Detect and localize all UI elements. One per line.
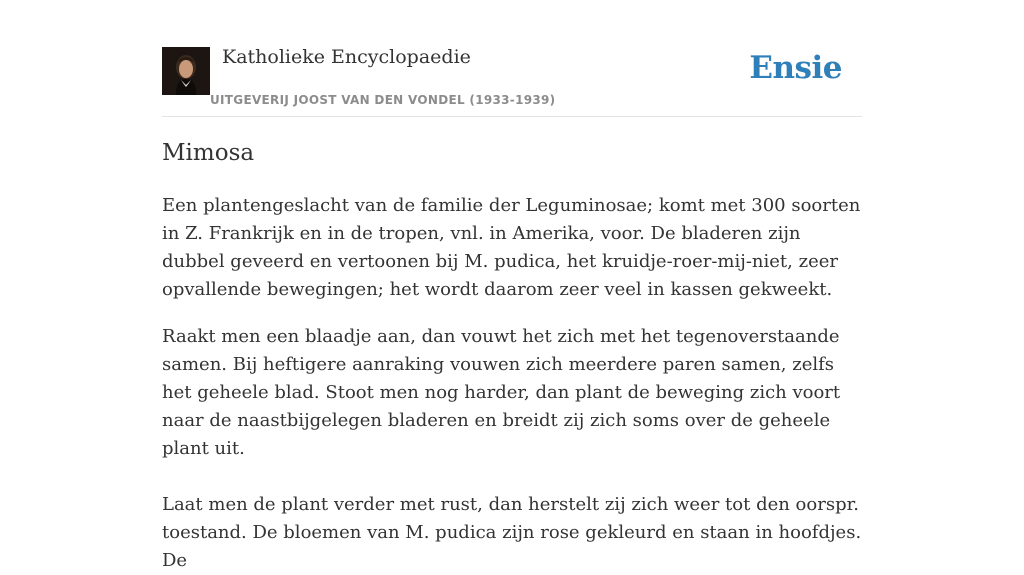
source-header (162, 0, 862, 117)
ensie-logo-link[interactable]: Ensie (749, 50, 842, 86)
article-paragraph: Raakt men een blaadje aan, dan vouwt het zich met het tegenoverstaande samen. Bij heftigere aanraking vouwen zich meerdere paren samen, zelfs het geheele blad. Stoot men nog harder, dan plant de beweging zich voort naar de naastbijgelegen bladeren en breidt zij zich soms over de geheele plant uit. (162, 326, 841, 459)
page-container (162, 0, 862, 571)
entry-title: Mimosa (162, 140, 255, 166)
article-paragraph: Een plantengeslacht van de familie der Leguminosae; komt met 300 soorten in Z. Frankrijk en in de tropen, vnl. in Amerika, voor. De bladeren zijn dubbel geveerd en vertoonen bij M. pudica, het kruidje-roer-mij-niet, zeer opvallende bewegingen; het wordt daarom zeer veel in kassen gekweekt. (162, 195, 861, 300)
article-paragraph: Laat men de plant verder met rust, dan herstelt zij zich weer tot den oorspr. toestand. De bloemen van M. pudica zijn rose gekleurd en staan in hoofdjes. De (162, 494, 862, 571)
article-body (162, 192, 862, 575)
source-title[interactable]: Katholieke Encyclopaedie (222, 46, 471, 68)
source-avatar[interactable] (162, 47, 210, 95)
portrait-avatar-icon (162, 47, 210, 95)
publisher-label: UITGEVERIJ JOOST VAN DEN VONDEL (1933-1939) (210, 93, 556, 107)
